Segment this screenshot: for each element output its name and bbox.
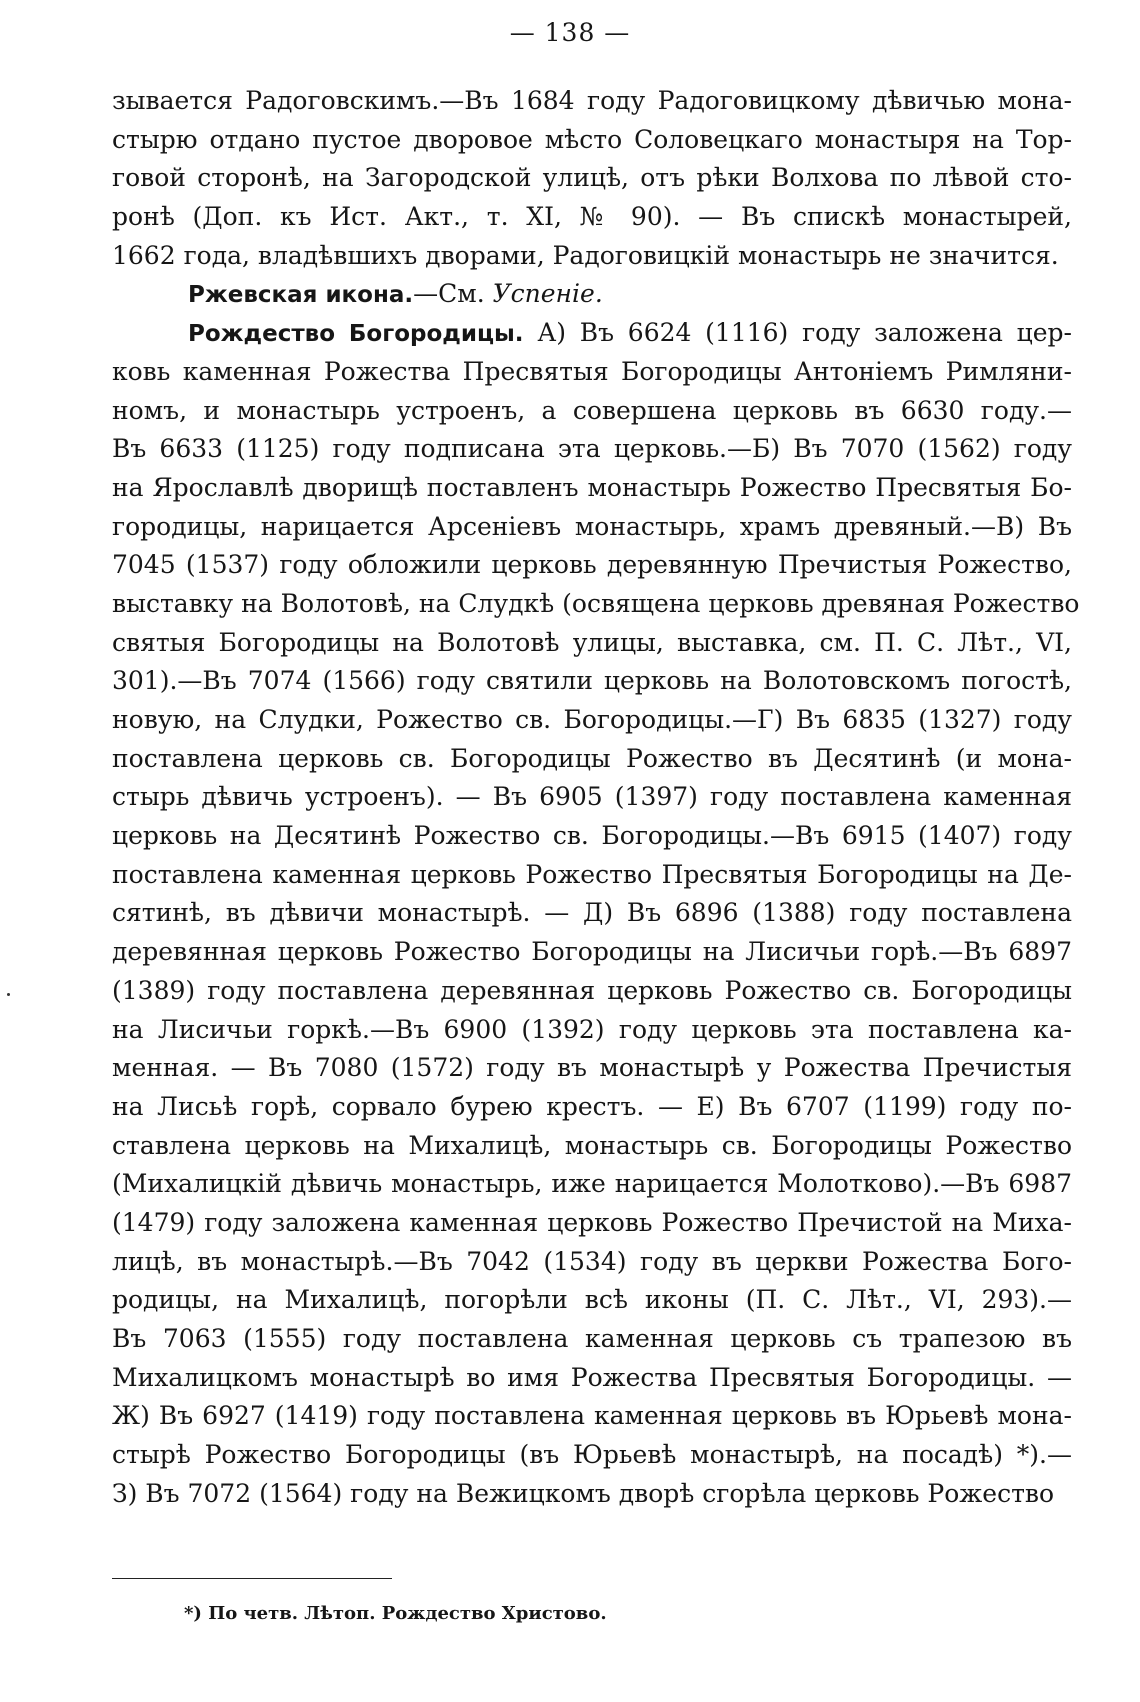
text-line <box>112 469 1072 508</box>
text-line <box>112 1011 1072 1050</box>
text-line <box>112 546 1072 585</box>
line-text: З) Въ 7072 (1564) году на Вежицкомъ дворѣ сгорѣла церковь Рожество <box>112 1478 1055 1508</box>
text-line <box>112 392 1072 431</box>
text-line <box>112 1359 1072 1398</box>
line-text: 7045 (1537) году обложили церковь деревянную Пречистыя Рожество, <box>112 550 1072 580</box>
text-line <box>112 430 1072 469</box>
line-text: стырѣ Рожество Богородицы (въ Юрьевѣ монастырѣ, на посадѣ) *).— <box>112 1440 1072 1470</box>
text-line <box>112 778 1072 817</box>
line-text: на Лисьѣ горѣ, сорвало бурею крестъ. — Е) Въ 6707 (1199) году по- <box>112 1091 1072 1121</box>
line-text: Въ 7063 (1555) году поставлена каменная церковь съ трапезою въ <box>112 1324 1072 1353</box>
text-line <box>112 82 1072 121</box>
line-text: ронѣ (Доп. къ Ист. Акт., т. XI, № 90). — Въ спискѣ монастырей, <box>112 202 1072 232</box>
footnote-divider <box>112 1578 392 1579</box>
line-text: ковь каменная Рожества Пресвятыя Богородицы Антоніемъ Римляни- <box>112 356 1072 386</box>
line-text: городицы, нарицается Арсеніевъ монастырь, храмъ древяный.—В) Въ <box>112 511 1072 541</box>
text-line <box>112 1204 1072 1243</box>
text-line <box>112 237 1072 276</box>
text-line <box>112 1243 1072 1282</box>
entry-heading: Рождество Богородицы. <box>188 321 524 348</box>
line-text: —См. <box>413 279 493 309</box>
text-line <box>112 1281 1072 1320</box>
line-text: церковь на Десятинѣ Рожество св. Богородицы.—Въ 6915 (1407) году <box>112 821 1072 851</box>
body-text <box>112 82 1080 1513</box>
text-line <box>112 121 1072 160</box>
line-text: зывается Радоговскимъ.—Въ 1684 году Радоговицкому дѣвичью мона- <box>112 86 1072 115</box>
line-text: (1479) году заложена каменная церковь Рожество Пречистой на Миха- <box>112 1207 1072 1237</box>
text-line <box>112 972 1072 1011</box>
text-line <box>112 817 1072 856</box>
text-line <box>112 740 1072 779</box>
line-text: ставлена церковь на Михалицѣ, монастырь св. Богородицы Рожество <box>112 1130 1072 1160</box>
line-text: 301).—Въ 7074 (1566) году святили церковь на Волотовскомъ погостѣ, <box>112 666 1072 696</box>
text-line <box>112 624 1072 663</box>
line-text: на Ярославлѣ дворищѣ поставленъ монастырь Рожество Пресвятыя Бо- <box>112 472 1072 502</box>
line-text: деревянная церковь Рожество Богородицы на Лисичьи горѣ.—Въ 6897 <box>112 937 1072 967</box>
text-line <box>112 1320 1072 1359</box>
text-line <box>112 933 1072 972</box>
text-line <box>112 1475 1072 1514</box>
line-text: святыя Богородицы на Волотовѣ улицы, выставка, см. П. С. Лѣт., VI, <box>112 627 1072 657</box>
text-line <box>112 314 1072 353</box>
text-line <box>112 275 1072 314</box>
line-text: выставку на Волотовѣ, на Слудкѣ (освящена церковь древяная Рожество <box>112 588 1080 618</box>
line-text: А) Въ 6624 (1116) году заложена цер- <box>523 318 1072 348</box>
text-line <box>112 1088 1072 1127</box>
text-line <box>112 1127 1072 1166</box>
text-line <box>112 701 1072 740</box>
text-line <box>112 353 1072 392</box>
line-text: родицы, на Михалицѣ, погорѣли всѣ иконы (П. С. Лѣт., VI, 293).— <box>112 1285 1072 1315</box>
line-text: сятинѣ, въ дѣвичи монастырѣ. — Д) Въ 6896 (1388) году поставлена <box>112 898 1072 928</box>
line-text: новую, на Слудки, Рожество св. Богородицы.—Г) Въ 6835 (1327) году <box>112 705 1072 734</box>
scan-speck <box>7 993 10 996</box>
line-text: поставлена церковь св. Богородицы Рожество въ Десятинѣ (и мона- <box>112 743 1072 773</box>
text-line <box>112 198 1072 237</box>
text-line <box>112 585 1080 624</box>
page-number: — 138 — <box>509 18 631 47</box>
line-text: лицѣ, въ монастырѣ.—Въ 7042 (1534) году въ церкви Рожества Бого- <box>112 1246 1072 1276</box>
text-line <box>112 662 1072 701</box>
line-text: Въ 6633 (1125) году подписана эта церковь.—Б) Въ 7070 (1562) году <box>112 434 1072 464</box>
cross-reference: Успеніе. <box>492 279 603 309</box>
text-line <box>112 1049 1072 1088</box>
line-text: Ж) Въ 6927 (1419) году поставлена каменная церковь въ Юрьевѣ мона- <box>112 1401 1072 1431</box>
line-text: стырь дѣвичь устроенъ). — Въ 6905 (1397) году поставлена каменная <box>112 782 1072 812</box>
text-line <box>112 159 1072 198</box>
line-text: 1662 года, владѣвшихъ дворами, Радоговицкій монастырь не значится. <box>112 240 1059 270</box>
text-line <box>112 894 1072 933</box>
text-line <box>112 1397 1072 1436</box>
text-line <box>112 508 1072 547</box>
line-text: менная. — Въ 7080 (1572) году въ монастырѣ у Рожества Пречистыя <box>112 1053 1072 1083</box>
entry-heading: Ржевская икона. <box>188 282 414 309</box>
text-line <box>112 856 1072 895</box>
line-text: номъ, и монастырь устроенъ, а совершена церковь въ 6630 году.— <box>112 395 1072 425</box>
line-text: на Лисичьи горкѣ.—Въ 6900 (1392) году церковь эта поставлена ка- <box>112 1014 1072 1044</box>
line-text: говой сторонѣ, на Загородской улицѣ, отъ рѣки Волхова по лѣвой сто- <box>112 163 1072 193</box>
line-text: поставлена каменная церковь Рожество Пресвятыя Богородицы на Де- <box>112 859 1072 889</box>
line-text: стырю отдано пустое дворовое мѣсто Соловецкаго монастыря на Тор- <box>112 124 1072 154</box>
line-text: (1389) году поставлена деревянная церковь Рожество св. Богородицы <box>112 975 1072 1005</box>
footnote: *) По четв. Лѣтоп. Рождество Христово. <box>184 1603 607 1624</box>
text-line <box>112 1436 1072 1475</box>
text-line <box>112 1165 1072 1204</box>
line-text: Михалицкомъ монастырѣ во имя Рожества Пресвятыя Богородицы. — <box>112 1362 1072 1392</box>
line-text: (Михалицкій дѣвичь монастырь, иже нарицается Молотково).—Въ 6987 <box>112 1169 1072 1199</box>
